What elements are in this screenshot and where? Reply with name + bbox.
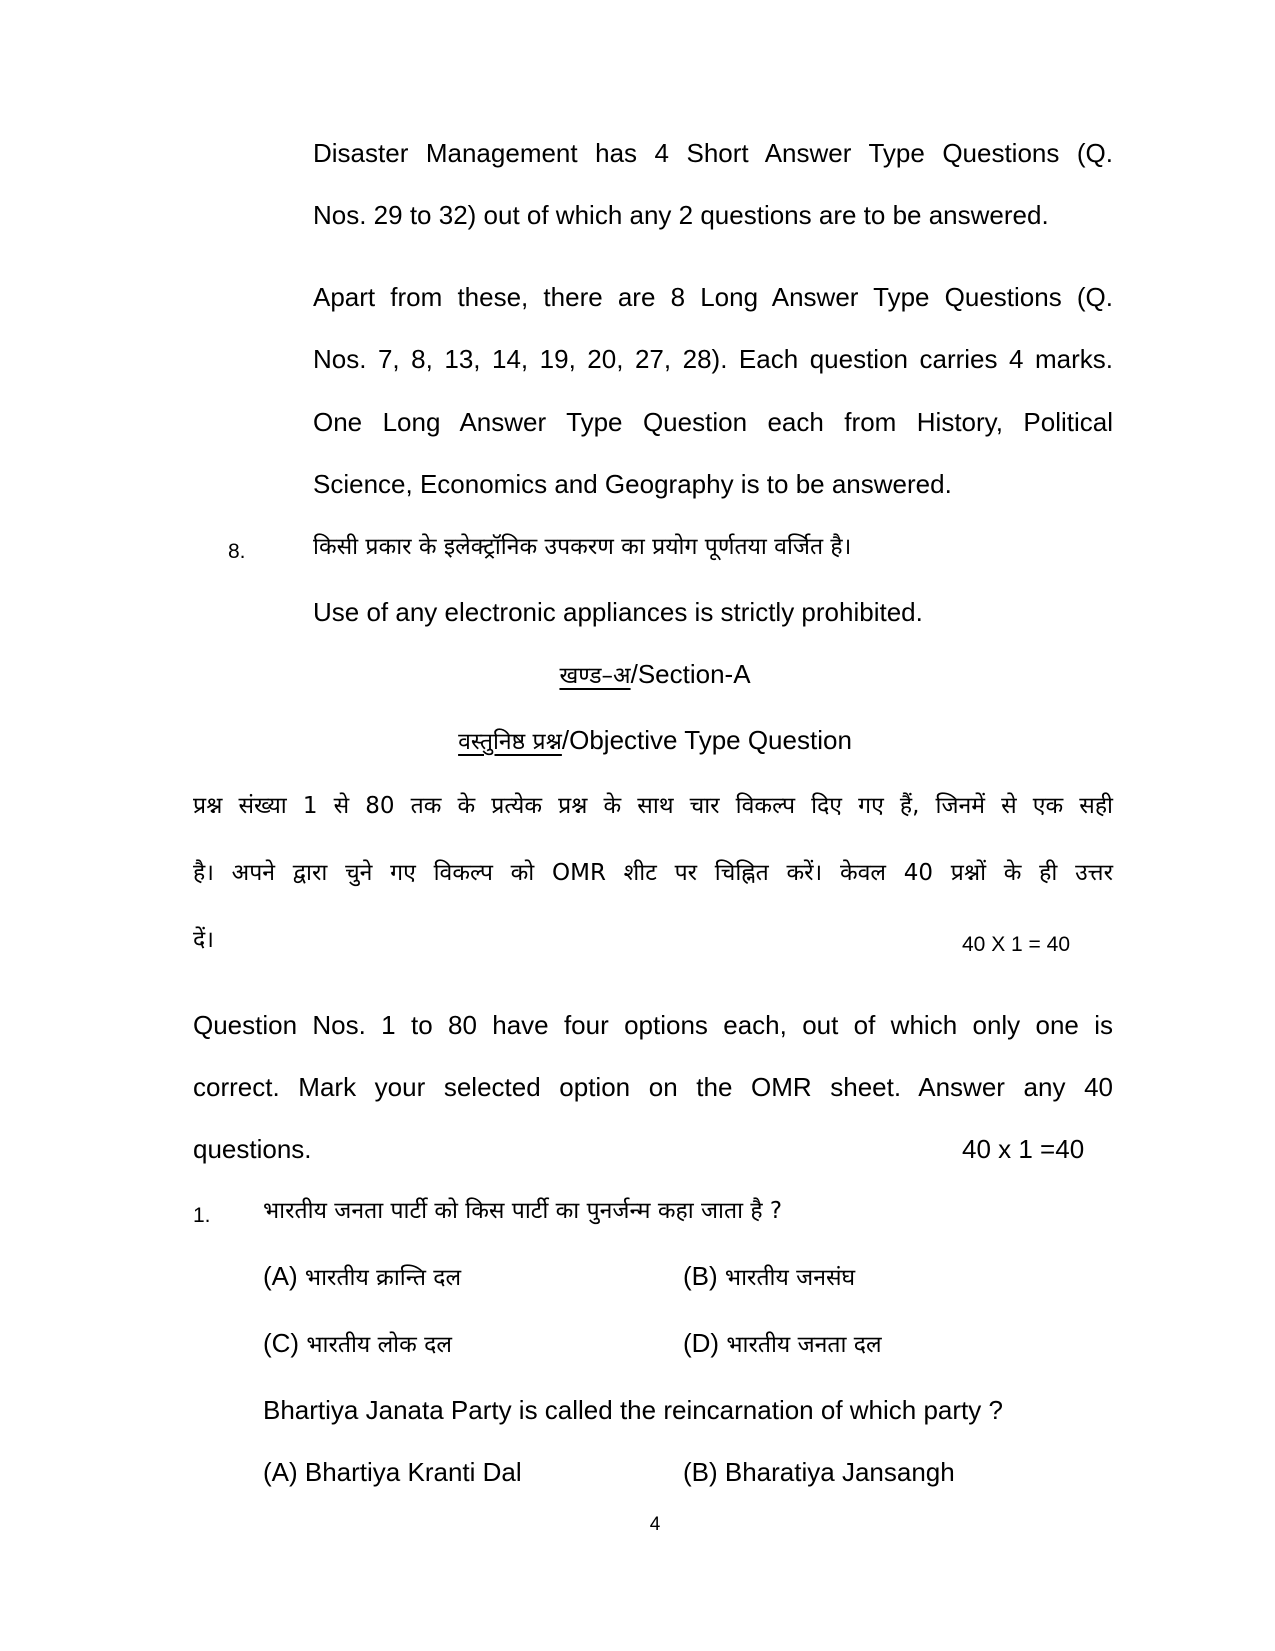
instruction-8-english: Use of any electronic appliances is strictly prohibited. [313,597,923,627]
objective-english-line-1: Question Nos. 1 to 80 have four options each, out of which only one is [193,1010,1113,1040]
question-1-hindi-option-b [683,1260,855,1294]
question-1-english-option-b: (B) Bharatiya Jansangh [683,1457,955,1487]
section-english-subtitle: Objective Type Question [569,725,852,755]
instruction-7-line-2: Nos. 29 to 32) out of which any 2 questions are to be answered. [313,200,1049,230]
option-c-text: भारतीय लोक दल [306,1332,452,1358]
objective-english-marks: 40 x 1 =40 [962,1134,1085,1164]
question-1-hindi-text: भारतीय जनता पार्टी को किस पार्टी का पुनर्जन्म कहा जाता है ? [263,1198,783,1224]
option-d-label: (D) [683,1328,720,1358]
option-c-label: (C) [263,1328,300,1358]
question-1-number: 1. [193,1204,211,1227]
objective-hindi-line-1: प्रश्न संख्या 1 से 80 तक के प्रत्येक प्रश्न के साथ चार विकल्प दिए गए हैं, जिनमें से एक सही [193,793,1113,819]
page-number: 4 [649,1514,661,1535]
objective-english-line-3: questions. [193,1134,312,1164]
option-a-text: भारतीय क्रान्ति दल [304,1265,462,1291]
section-hindi-title: खण्ड–अ [559,663,631,689]
option-a-label: (A) [263,1261,298,1291]
instruction-8-hindi: किसी प्रकार के इलेक्ट्रॉनिक उपकरण का प्रयोग पूर्णतया वर्जित है। [313,534,852,560]
objective-english-line-2: correct. Mark your selected option on the OMR sheet. Answer any 40 [193,1072,1113,1102]
option-b-text: भारतीय जनसंघ [724,1265,856,1291]
option-b-label: (B) [683,1261,718,1291]
question-1-english-text: Bhartiya Janata Party is called the reincarnation of which party ? [263,1395,1003,1425]
section-english-title: Section-A [637,659,751,689]
objective-hindi-line-2: है। अपने द्वारा चुने गए विकल्प को OMR शीट पर चिह्नित करें। केवल 40 प्रश्नों के ही उत्तर [193,860,1113,886]
section-heading [0,658,1275,692]
objective-hindi-marks: 40 X 1 = 40 [962,933,1071,956]
option-d-text: भारतीय जनता दल [726,1332,882,1358]
instruction-7b-line-3: One Long Answer Type Question each from History, Political [313,407,1113,437]
objective-hindi-line-3: दें। [193,927,214,953]
section-sub-separator: / [561,725,570,755]
instruction-7b-line-4: Science, Economics and Geography is to be answered. [313,469,952,499]
instruction-7b-line-2: Nos. 7, 8, 13, 14, 19, 20, 27, 28). Each question carries 4 marks. [313,344,1113,374]
section-hindi-subtitle: वस्तुनिष्ठ प्रश्न [458,729,562,755]
instruction-7-line-1: Disaster Management has 4 Short Answer Type Questions (Q. [313,138,1113,168]
question-1-hindi-option-d [683,1327,882,1361]
instruction-7b-line-1: Apart from these, there are 8 Long Answer Type Questions (Q. [313,282,1113,312]
question-1-english-option-a: (A) Bhartiya Kranti Dal [263,1457,522,1487]
section-separator: / [630,659,638,689]
question-1-hindi-option-c [263,1327,452,1361]
instruction-8-number: 8. [228,540,246,563]
section-subheading [0,724,1275,758]
question-1-hindi-option-a [263,1260,461,1294]
